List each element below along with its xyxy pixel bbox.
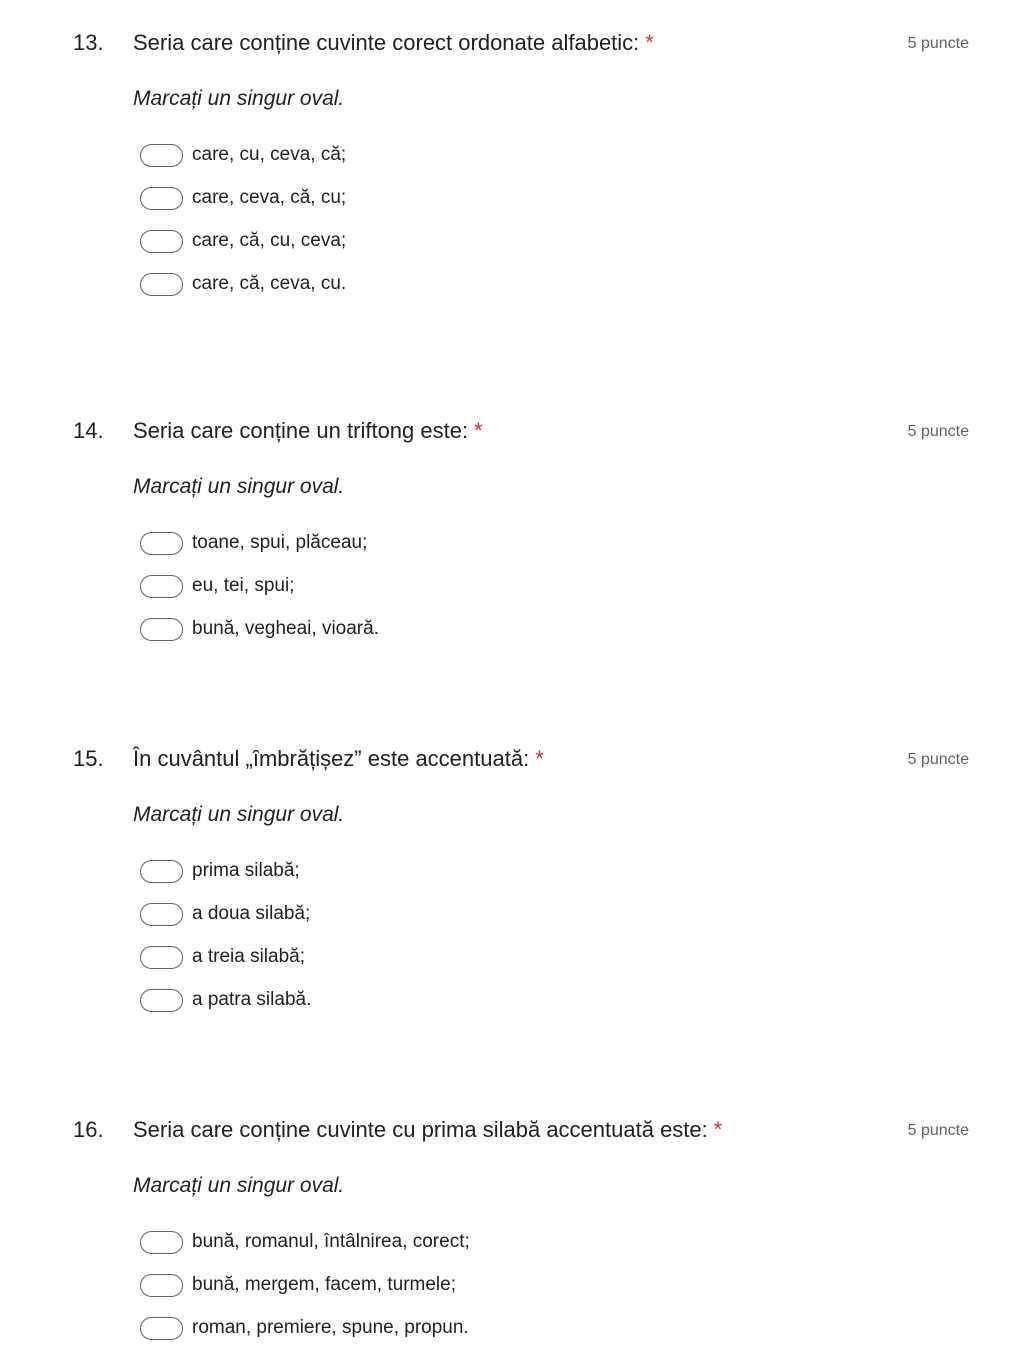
option-label[interactable]: care, că, cu, ceva; — [192, 230, 347, 251]
option-14-c[interactable] — [140, 615, 379, 658]
option-label[interactable]: bună, mergem, facem, turmele; — [192, 1274, 456, 1295]
option-label[interactable]: eu, tei, spui; — [192, 575, 295, 596]
option-14-b[interactable] — [140, 572, 379, 615]
required-asterisk: * — [474, 418, 483, 443]
question-number: 14. — [73, 418, 104, 443]
option-label[interactable]: toane, spui, plăceau; — [192, 532, 368, 553]
option-label[interactable]: bună, vegheai, vioară. — [192, 618, 379, 639]
required-asterisk: * — [713, 1117, 723, 1142]
option-16-c[interactable] — [140, 1314, 470, 1357]
question-header — [0, 1116, 1026, 1156]
option-label[interactable]: a treia silabă; — [192, 946, 306, 967]
question-title-text: În cuvântul „îmbrățișez” este accentuată: — [133, 746, 530, 771]
question-title-text: Seria care conține un triftong este: — [133, 418, 469, 443]
question-number: 15. — [73, 746, 104, 771]
option-label[interactable]: prima silabă; — [192, 860, 300, 881]
question-instruction: Marcați un singur oval. — [133, 803, 345, 826]
question-instruction: Marcați un singur oval. — [133, 87, 345, 110]
option-14-a[interactable] — [140, 529, 379, 572]
options-list — [140, 141, 346, 313]
option-13-c[interactable] — [140, 227, 346, 270]
options-list — [140, 857, 311, 1029]
radio-oval[interactable] — [140, 1231, 183, 1254]
question-14 — [0, 417, 1026, 639]
radio-oval[interactable] — [140, 532, 183, 555]
option-13-b[interactable] — [140, 184, 346, 227]
option-15-a[interactable] — [140, 857, 311, 900]
option-13-d[interactable] — [140, 270, 346, 313]
option-15-b[interactable] — [140, 900, 311, 943]
option-16-b[interactable] — [140, 1271, 470, 1314]
question-instruction: Marcați un singur oval. — [133, 1174, 345, 1197]
radio-oval[interactable] — [140, 1317, 183, 1340]
option-label[interactable]: a doua silabă; — [192, 903, 311, 924]
question-number: 13. — [73, 30, 104, 55]
question-title — [133, 29, 654, 57]
option-15-c[interactable] — [140, 943, 311, 986]
option-label[interactable]: care, ceva, că, cu; — [192, 187, 347, 208]
question-title — [133, 745, 544, 773]
option-label[interactable]: a patra silabă. — [192, 989, 312, 1010]
radio-oval[interactable] — [140, 946, 183, 969]
question-instruction: Marcați un singur oval. — [133, 475, 345, 498]
question-number: 16. — [73, 1117, 104, 1142]
question-header — [0, 417, 1026, 457]
question-header — [0, 745, 1026, 785]
radio-oval[interactable] — [140, 903, 183, 926]
option-label[interactable]: care, cu, ceva, că; — [192, 144, 347, 165]
radio-oval[interactable] — [140, 273, 183, 296]
question-16 — [0, 1116, 1026, 1338]
question-13 — [0, 29, 1026, 294]
radio-oval[interactable] — [140, 860, 183, 883]
radio-oval[interactable] — [140, 618, 183, 641]
radio-oval[interactable] — [140, 989, 183, 1012]
radio-oval[interactable] — [140, 187, 183, 210]
option-13-a[interactable] — [140, 141, 346, 184]
required-asterisk: * — [535, 746, 544, 771]
question-title — [133, 1116, 722, 1144]
radio-oval[interactable] — [140, 575, 183, 598]
question-points: 5 puncte — [907, 751, 969, 768]
option-label[interactable]: bună, romanul, întâlnirea, corect; — [192, 1231, 470, 1252]
radio-oval[interactable] — [140, 144, 183, 167]
question-title — [133, 417, 483, 445]
required-asterisk: * — [645, 30, 654, 55]
question-points: 5 puncte — [907, 423, 969, 440]
option-15-d[interactable] — [140, 986, 311, 1029]
options-list — [140, 1228, 470, 1357]
option-label[interactable]: care, că, ceva, cu. — [192, 273, 347, 294]
radio-oval[interactable] — [140, 1274, 183, 1297]
question-points: 5 puncte — [907, 1122, 969, 1139]
question-header — [0, 29, 1026, 69]
question-title-text: Seria care conține cuvinte cu prima silabă accentuată este: — [133, 1117, 708, 1142]
option-16-a[interactable] — [140, 1228, 470, 1271]
question-title-text: Seria care conține cuvinte corect ordonate alfabetic: — [133, 30, 640, 55]
radio-oval[interactable] — [140, 230, 183, 253]
options-list — [140, 529, 379, 658]
question-15 — [0, 745, 1026, 1010]
option-label[interactable]: roman, premiere, spune, propun. — [192, 1317, 469, 1338]
question-points: 5 puncte — [907, 35, 969, 52]
